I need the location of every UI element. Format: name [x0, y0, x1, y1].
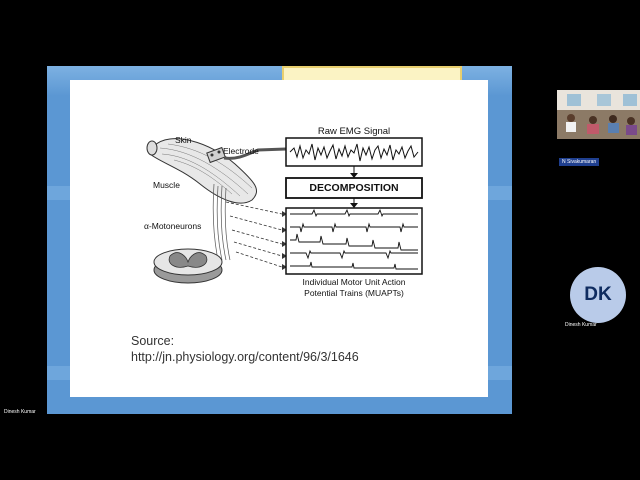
tendon-left [147, 141, 157, 155]
decomposition-label: DECOMPOSITION [309, 182, 399, 194]
electrode-contact [211, 154, 214, 157]
slide-source [131, 333, 359, 365]
avatar-participant-name: Dinesh Kumar [565, 322, 597, 328]
motoneurons-label: α-Motoneurons [144, 221, 202, 231]
skin-label: Skin [175, 135, 192, 145]
muapt-label-line2: Potential Trains (MUAPTs) [304, 288, 404, 298]
muapt-label-line1: Individual Motor Unit Action [302, 277, 406, 287]
emg-decomposition-diagram [140, 124, 430, 300]
source-heading: Source: [131, 334, 175, 348]
muapt-box [286, 208, 422, 274]
participant-video-tile[interactable] [557, 90, 640, 139]
electrode-label: Electrode [223, 146, 259, 156]
dashed-arrows [226, 202, 282, 267]
video-participant-name: N Sivakumaran [559, 158, 599, 166]
participant-avatar[interactable] [570, 267, 626, 323]
raw-emg-label: Raw EMG Signal [317, 126, 391, 137]
electrode-contact [218, 151, 221, 154]
avatar-initials: DK [584, 284, 612, 305]
classroom-video-feed [557, 90, 640, 139]
muscle-label: Muscle [153, 180, 180, 190]
self-view-name: Dinesh Kumar [4, 409, 36, 415]
source-url: http://jn.physiology.org/content/96/3/1646 [131, 350, 359, 364]
